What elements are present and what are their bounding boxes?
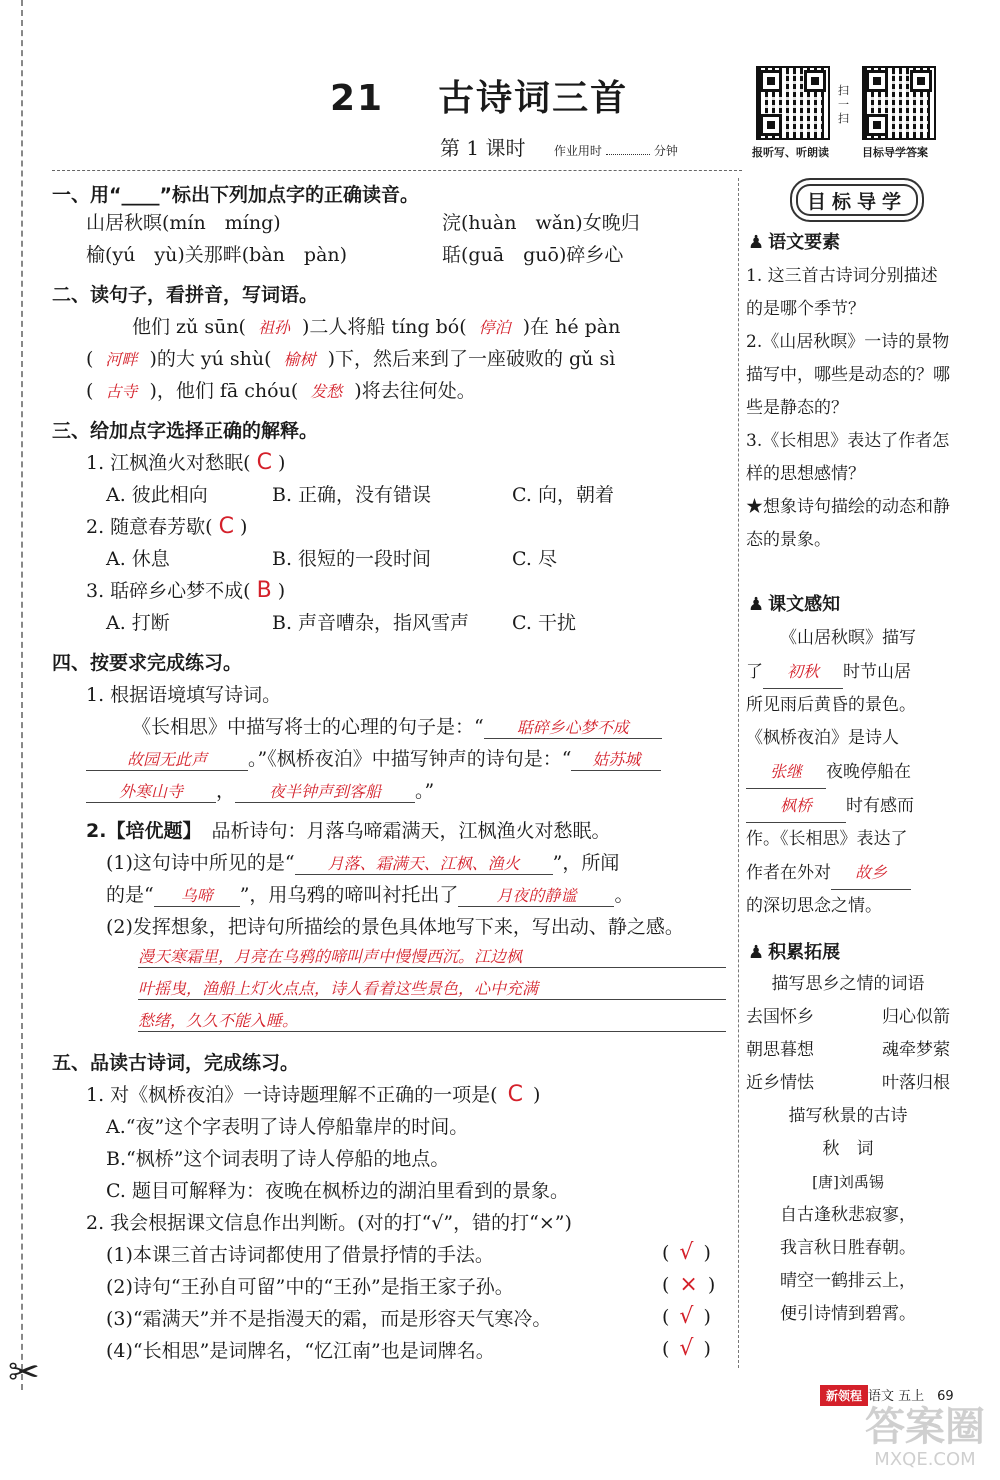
goal-guide-badge: 目标导学 <box>790 178 924 222</box>
s4-text: 。”《枫桥夜泊》中描写钟声的诗句是：“ <box>248 748 572 770</box>
s2-text: )，他们 fā chóu( <box>149 380 299 402</box>
s4-q2-answer-2[interactable]: 乌啼 <box>154 883 240 907</box>
idiom: 归心似箭 <box>882 1007 950 1027</box>
sidebar-text: 时节山居 <box>843 662 911 682</box>
s5-judge-4-answer: √ <box>679 1336 694 1361</box>
sidebar-text: 《枫桥夜泊》是诗人 <box>746 728 899 748</box>
section3-heading: 三、给加点字选择正确的解释。 <box>52 420 319 442</box>
s3-q1-text: 1. 江枫渔火对愁眠( <box>86 452 251 474</box>
s3-q3-opt-b: B. 声音嘈杂，指风雪声 <box>272 612 470 634</box>
qr-code-answers[interactable] <box>862 66 936 140</box>
s1-item-1: 山居秋暝(mín míng) <box>86 212 281 234</box>
s5-judge-3-answer: √ <box>679 1304 694 1329</box>
period-label: 第 1 课时 <box>440 136 526 160</box>
watermark-big: 答案圈 <box>865 1404 985 1450</box>
s4-text: 。 <box>614 884 634 906</box>
s5-q1-opt-b: B.“枫桥”这个词表明了诗人停船的地点。 <box>106 1148 450 1170</box>
s4-q2-answer-1[interactable]: 月落、霜满天、江枫、渔火 <box>295 851 553 875</box>
s5-q1-text: 1. 对《枫桥夜泊》一诗诗题理解不正确的一项是( <box>86 1084 498 1106</box>
s3-q1-opt-b: B. 正确，没有错误 <box>272 484 432 506</box>
s4-essay-line-3[interactable] <box>138 1008 726 1032</box>
section1-heading: 一、用“____”标出下列加点字的正确读音。 <box>52 184 419 206</box>
s4-answer-1[interactable]: 聒碎乡心梦不成 <box>484 715 662 739</box>
paren-close: ) <box>277 580 286 602</box>
s2-text: ( <box>86 380 94 402</box>
s2-answer[interactable]: 河畔 <box>105 350 138 369</box>
brand-logo: 新领程 <box>820 1385 868 1406</box>
s2-answer[interactable]: 停泊 <box>478 318 511 337</box>
s2-line-3 <box>86 376 476 403</box>
s4-q2-1-line2 <box>106 880 633 907</box>
poem-line: 便引诗情到碧霄。 <box>780 1304 916 1324</box>
sidebar-text: 夜晚停船在 <box>826 762 911 782</box>
s2-text: ( <box>86 348 94 370</box>
reader-icon: ♟ <box>748 594 765 615</box>
s2-text: )将去往何处。 <box>354 380 476 402</box>
s3-q3-opt-a: A. 打断 <box>106 612 170 634</box>
s5-judge-1-box[interactable]: ( √ ) <box>662 1240 711 1265</box>
s4-q2-2-prompt: (2)发挥想象，把诗句所描绘的景色具体地写下来，写出动、静之感。 <box>106 916 684 938</box>
sidebar-text: 作。《长相思》表达了 <box>746 829 908 849</box>
header-divider <box>52 170 742 171</box>
s5-judge-1-answer: √ <box>679 1240 694 1265</box>
s5-judge-2-answer: × <box>679 1272 698 1297</box>
s2-answer[interactable]: 榆树 <box>283 350 316 369</box>
section2-heading: 二、读句子，看拼音，写词语。 <box>52 284 319 306</box>
poem-title: 秋 词 <box>822 1139 874 1159</box>
idiom: 近乡情怯 <box>746 1073 814 1093</box>
idiom-row <box>746 1001 950 1034</box>
s4-answer-3[interactable]: 姑苏城 <box>571 747 661 771</box>
sidebar-heading-2-text: 课文感知 <box>768 594 841 615</box>
sidebar-answer-2[interactable]: 张继 <box>746 755 826 789</box>
sidebar-text: 所见雨后黄昏的景色。 <box>746 695 916 715</box>
sidebar-fill-line <box>746 655 950 689</box>
s4-text: 。” <box>415 780 435 802</box>
poem-author: [唐]刘禹锡 <box>812 1173 884 1191</box>
sidebar-q3: 3.《长相思》表达了作者怎样的思想感情？ <box>746 431 950 484</box>
scan-text: 扫一扫 <box>838 84 849 125</box>
qr-right-caption: 目标导学答案 <box>862 146 928 159</box>
sidebar-block-3 <box>746 968 950 1331</box>
watermark-small: MXQE.COM <box>874 1449 976 1470</box>
sidebar-text: 描写思乡之情的词语 <box>771 974 925 994</box>
s5-q1-answer[interactable]: C <box>507 1082 523 1107</box>
s3-q3 <box>86 576 285 603</box>
s5-judge-2: (2)诗句“王孙自可留”中的“王孙”是指王家子孙。 <box>106 1276 514 1298</box>
advanced-tag: 2.【培优题】 <box>86 820 202 842</box>
s4-q2-1-line1 <box>106 848 619 875</box>
poem-line: 我言秋日胜春朝。 <box>780 1238 916 1258</box>
sidebar-answer-4[interactable]: 故乡 <box>831 856 911 890</box>
s3-q1-opt-c: C. 向，朝着 <box>512 484 614 506</box>
paren-close: ) <box>277 452 286 474</box>
s1-item-4: 聒(guā guō)碎乡心 <box>442 244 624 266</box>
poem-line: 自古逢秋悲寂寥， <box>780 1205 916 1225</box>
reader-icon: ♟ <box>748 232 765 253</box>
idiom-row <box>746 1067 950 1100</box>
reader-icon: ♟ <box>748 942 765 963</box>
s3-q2-text: 2. 随意春芳歇( <box>86 516 213 538</box>
sidebar-block-1 <box>746 260 950 557</box>
s4-q1-title: 1. 根据语境填写诗词。 <box>86 684 282 706</box>
paren-close: ) <box>239 516 248 538</box>
lesson-title: 古诗词三首 <box>438 78 629 119</box>
s4-essay-line-2[interactable] <box>138 976 726 1000</box>
s5-q2-text: 2. 我会根据课文信息作出判断。(对的打“√”，错的打“×”) <box>86 1212 572 1234</box>
section5-heading: 五、品读古诗词，完成练习。 <box>52 1052 300 1074</box>
sidebar-text: 描写秋景的古诗 <box>788 1106 908 1126</box>
sidebar-heading-1 <box>748 228 840 254</box>
s5-judge-3: (3)“霜满天”并不是指漫天的霜，而是形容天气寒冷。 <box>106 1308 552 1330</box>
lesson-period <box>440 132 678 161</box>
watermark <box>860 1405 990 1475</box>
s4-q1-line2 <box>86 744 661 771</box>
s5-q1-opt-a: A.“夜”这个字表明了诗人停船靠岸的时间。 <box>106 1116 469 1138</box>
page-title <box>330 70 628 121</box>
s5-judge-3-box[interactable]: ( √ ) <box>662 1304 711 1329</box>
s4-essay-line-1[interactable] <box>138 944 726 968</box>
s4-essay-text: 叶摇曳，渔船上灯火点点，诗人看着这些景色，心中充满 <box>138 976 726 1000</box>
idiom: 朝思暮想 <box>746 1040 814 1060</box>
homework-time-label: 作业用时 <box>553 144 602 158</box>
s4-text: 《长相思》中描写将士的心理的句子是：“ <box>132 716 484 738</box>
sidebar-fill-line <box>746 789 950 823</box>
s2-line-1 <box>132 312 620 339</box>
minutes-label: 分钟 <box>653 144 678 158</box>
homework-time-blank[interactable] <box>606 154 650 155</box>
s2-text: 他们 zǔ sūn( <box>132 316 246 338</box>
poem-line: 晴空一鹤排云上， <box>780 1271 916 1291</box>
sidebar-text: 了 <box>746 662 763 682</box>
s5-judge-4-box[interactable]: ( √ ) <box>662 1336 711 1361</box>
page-footer: 语文 五上 69 <box>868 1389 954 1404</box>
qr-left-caption: 报听写、听朗读 <box>752 146 829 159</box>
sidebar-q4: ★想象诗句描绘的动态和静态的景象。 <box>746 497 950 550</box>
s2-answer[interactable]: 祖孙 <box>257 318 290 337</box>
s4-q1-line1 <box>132 712 662 739</box>
s4-essay-text: 愁绪，久久不能入睡。 <box>138 1008 726 1032</box>
s4-q2-text: 品析诗句：月落乌啼霜满天，江枫渔火对愁眠。 <box>211 820 611 842</box>
sidebar-text: 《山居秋暝》描写 <box>780 628 916 648</box>
s3-q3-text: 3. 聒碎乡心梦不成( <box>86 580 251 602</box>
sidebar-fill-line <box>746 755 950 789</box>
s4-q2-answer-3[interactable]: 月夜的静谧 <box>458 883 614 907</box>
s5-q1: 1. 对《枫桥夜泊》一诗诗题理解不正确的一项是( C ) <box>86 1082 541 1107</box>
s1-item-3: 榆(yú yù)关那畔(bàn pàn) <box>86 244 348 266</box>
s1-item-2: 浣(huàn wǎn)女晚归 <box>442 212 640 234</box>
s2-answer[interactable]: 古寺 <box>105 382 138 401</box>
s3-q2-answer[interactable]: C <box>218 514 234 539</box>
sidebar-heading-1-text: 语文要素 <box>768 232 841 253</box>
s4-text: 的是“ <box>106 884 154 906</box>
s4-text: ”，所闻 <box>552 852 620 874</box>
s5-judge-1: (1)本课三首古诗词都使用了借景抒情的手法。 <box>106 1244 494 1266</box>
s4-answer-2[interactable]: 故园无此声 <box>86 747 248 771</box>
s4-q2-title <box>86 816 610 843</box>
idiom: 去国怀乡 <box>746 1007 814 1027</box>
s3-q1-answer[interactable]: C <box>256 450 272 475</box>
idiom-row <box>746 1034 950 1067</box>
s3-q2-opt-c: C. 尽 <box>512 548 557 570</box>
s3-q2-opt-a: A. 休息 <box>106 548 170 570</box>
s2-text: )在 hé pàn <box>522 316 621 338</box>
s3-q1-opt-a: A. 彼此相向 <box>106 484 208 506</box>
idiom: 叶落归根 <box>882 1073 950 1093</box>
sidebar-text: 的深切思念之情。 <box>746 896 882 916</box>
cut-line <box>21 0 23 1390</box>
s2-line-2 <box>86 344 615 371</box>
sidebar-text: 作者在外对 <box>746 863 831 883</box>
sidebar-q2: 2.《山居秋暝》一诗的景物描写中，哪些是动态的？哪些是静态的？ <box>746 332 950 418</box>
sidebar-q1: 1. 这三首古诗词分别描述的是哪个季节？ <box>746 266 938 319</box>
s4-answer-5[interactable]: 夜半钟声到客船 <box>235 779 415 803</box>
idiom: 魂牵梦萦 <box>882 1040 950 1060</box>
sidebar-heading-3-text: 积累拓展 <box>768 942 841 963</box>
s4-text: ”，用乌鸦的啼叫衬托出了 <box>239 884 459 906</box>
s4-answer-4[interactable]: 外寒山寺 <box>86 779 216 803</box>
s4-q1-line3: 外寒山寺 ， 夜半钟声到客船 。” <box>86 776 434 803</box>
s3-q2 <box>86 512 247 539</box>
s5-q1-opt-c: C. 题目可解释为：夜晚在枫桥边的湖泊里看到的景象。 <box>106 1180 569 1202</box>
lesson-number: 21 <box>330 78 385 119</box>
scissors-icon: ✂ <box>8 1350 40 1394</box>
sidebar-answer-1[interactable]: 初秋 <box>763 655 843 689</box>
s5-judge-4: (4)“长相思”是词牌名，“忆江南”也是词牌名。 <box>106 1340 495 1362</box>
s2-text: )下，然后来到了一座破败的 gǔ sì <box>327 348 616 370</box>
section4-heading: 四、按要求完成练习。 <box>52 652 243 674</box>
s4-text: (1)这句诗中所见的是“ <box>106 852 295 874</box>
s2-answer[interactable]: 发愁 <box>310 382 343 401</box>
sidebar-divider <box>738 178 739 1368</box>
sidebar-fill-line <box>746 856 950 890</box>
s3-q2-opt-b: B. 很短的一段时间 <box>272 548 432 570</box>
s5-judge-2-box[interactable]: ( × ) <box>662 1272 716 1297</box>
s2-text: )的大 yú shù( <box>149 348 272 370</box>
sidebar-answer-3[interactable]: 枫桥 <box>746 789 846 823</box>
s4-essay-text: 漫天寒霜里，月亮在乌鸦的啼叫声中慢慢西沉。江边枫 <box>138 944 726 968</box>
s3-q3-answer[interactable]: B <box>256 578 272 603</box>
sidebar-block-2 <box>746 622 950 923</box>
s3-q1 <box>86 448 285 475</box>
sidebar-text: 时有感而 <box>846 796 914 816</box>
s2-text: )二人将船 tíng bó( <box>301 316 467 338</box>
qr-code-listen[interactable] <box>756 66 830 140</box>
s3-q3-opt-c: C. 干扰 <box>512 612 576 634</box>
sidebar-heading-3 <box>748 938 840 964</box>
sidebar-heading-2 <box>748 590 840 616</box>
